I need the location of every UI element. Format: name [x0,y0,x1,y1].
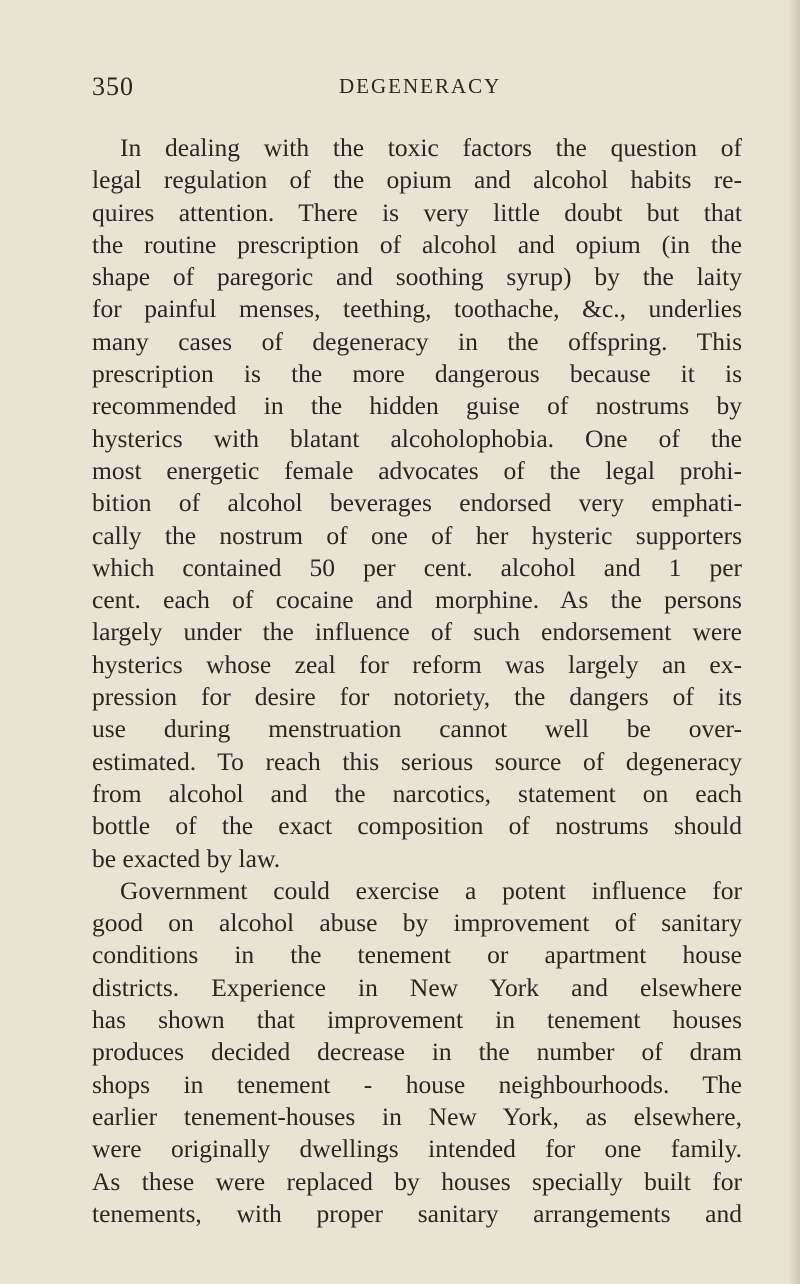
text-line: were originally dwellings intended for one family. [92,1134,742,1164]
text-line: conditions in the tenement or apartment house [92,940,742,970]
text-line: largely under the influence of such endorsement were [92,617,742,647]
text-line: which contained 50 per cent. alcohol and 1 per [92,552,742,582]
text-line: hysterics whose zeal for reform was largely an ex- [92,649,742,679]
text-line: districts. Experience in New York and elsewhere [92,972,742,1002]
text-line: quires attention. There is very little doubt but that [92,197,742,227]
paragraph-government [92,875,742,1230]
page-edge-shadow [788,0,800,1284]
text-line: has shown that improvement in tenement houses [92,1005,742,1035]
running-head [92,72,692,106]
text-line: use during menstruation cannot well be over- [92,714,742,744]
text-line: shape of paregoric and soothing syrup) by the laity [92,262,742,292]
text-line: cally the nostrum of one of her hysteric supporters [92,520,742,550]
text-line: recommended in the hidden guise of nostrums by [92,391,742,421]
text-line: most energetic female advocates of the legal prohi- [92,455,742,485]
running-title: DEGENERACY [339,74,502,98]
text-line: pression for desire for notoriety, the dangers of its [92,682,742,712]
text-line: hysterics with blatant alcoholophobia. One of the [92,423,742,453]
text-line: cent. each of cocaine and morphine. As the persons [92,585,742,615]
body-text [92,132,742,1230]
text-line: shops in tenement - house neighbourhoods. The [92,1069,742,1099]
text-line: estimated. To reach this serious source of degeneracy [92,746,742,776]
text-line: prescription is the more dangerous because it is [92,359,742,389]
text-line: good on alcohol abuse by improvement of sanitary [92,908,742,938]
text-line: Government could exercise a potent influence for [120,875,742,905]
text-line: from alcohol and the narcotics, statement on each [92,778,742,808]
text-line: be exacted by law. [92,843,281,873]
text-line: the routine prescription of alcohol and opium (in the [92,229,742,259]
text-line: many cases of degeneracy in the offspring. This [92,326,742,356]
text-line: As these were replaced by houses specially built for [92,1166,742,1196]
text-line: for painful menses, teething, toothache, &c., underlies [92,294,742,324]
text-line: bottle of the exact composition of nostrums should [92,811,742,841]
text-line: tenements, with proper sanitary arrangements and [92,1198,742,1228]
paragraph-toxic-factors [92,132,742,875]
text-line: produces decided decrease in the number of dram [92,1037,742,1067]
text-line: legal regulation of the opium and alcohol habits re- [92,165,742,195]
page-number: 350 [92,72,134,101]
text-line: bition of alcohol beverages endorsed very emphati- [92,488,742,518]
text-line: In dealing with the toxic factors the question of [120,133,742,162]
text-line: earlier tenement-houses in New York, as elsewhere, [92,1101,742,1131]
